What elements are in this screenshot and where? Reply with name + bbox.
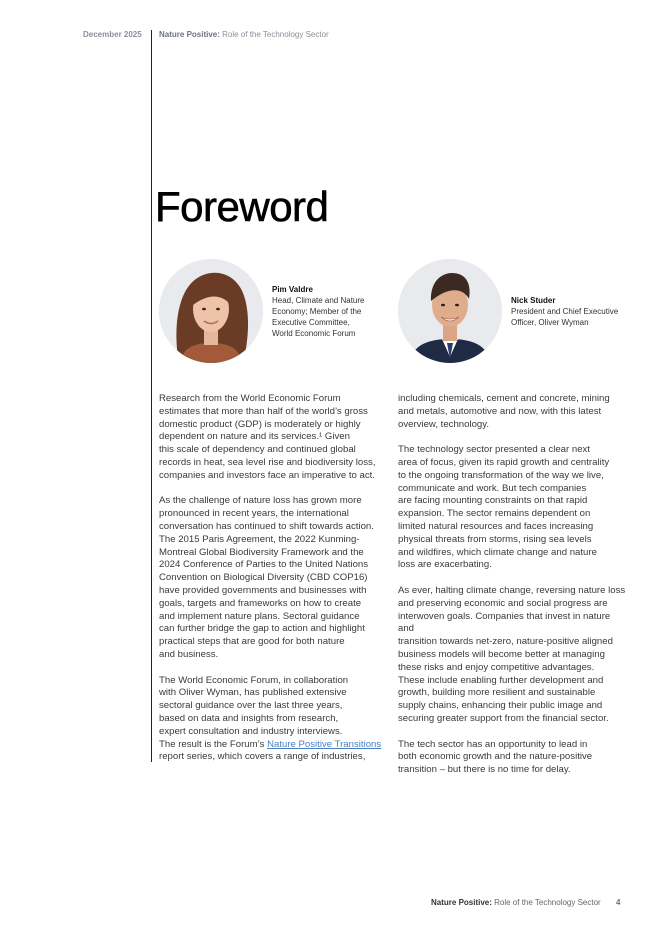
text-line: growth, building more resilient and sustainable — [398, 687, 596, 699]
nature-positive-transitions-link[interactable]: Nature Positive Transitions — [267, 738, 382, 750]
text-line: estimates that more than half of the world’s gross — [159, 405, 368, 417]
header-title-rest: Role of the Technology Sector — [219, 30, 329, 39]
text-line: both economic growth and the nature-positive — [398, 751, 593, 763]
paragraph — [159, 495, 387, 661]
text-line: have provided governments and businesses with — [159, 584, 367, 596]
text-line: As the challenge of nature loss has grown more — [159, 495, 362, 507]
text-line: 2024 Conference of Parties to the United Nations — [159, 559, 369, 571]
text-line: The tech sector has an opportunity to lead in — [398, 738, 588, 750]
footer-title-bold: Nature Positive: — [431, 898, 492, 907]
text-line: securing greater support from the financial sector. — [398, 712, 609, 724]
text-line: conversation has continued to shift towards action. — [159, 520, 374, 532]
person-role-line: World Economic Forum — [272, 329, 356, 338]
text-line: area of focus, given its rapid growth and centrality — [398, 456, 610, 468]
text-line: and implement nature plans. Sectoral guidance — [159, 610, 360, 622]
text-line: The 2015 Paris Agreement, the 2022 Kunming- — [159, 533, 360, 545]
bio-pim-valdre — [272, 284, 376, 339]
text-line: and preserving economic and social progress are — [398, 597, 608, 609]
text-line: transition – but there is no time for delay. — [398, 764, 571, 776]
person-role-line: Head, Climate and Nature — [272, 296, 365, 305]
text-line: expansion. The sector remains dependent on — [398, 508, 591, 520]
text-line: expert consultation and industry interviews. — [159, 725, 343, 737]
text-line: can further bridge the gap to action and highlight — [159, 623, 365, 635]
text-line: supply chains, enhancing their public image and — [398, 700, 603, 712]
portrait-nick-studer — [398, 259, 502, 363]
text-line: Montreal Global Biodiversity Framework and the — [159, 546, 364, 558]
text-line: and wildfires, which climate change and nature — [398, 546, 597, 558]
header-title-bold: Nature Positive: — [159, 30, 220, 39]
portrait-man-image — [398, 259, 502, 363]
text-line: overview, technology. — [398, 418, 490, 430]
text-line: these risks and enjoy competitive advantages. — [398, 661, 595, 673]
person-role-line: Economy; Member of the — [272, 307, 362, 316]
text-line: this scale of dependency and continued global — [159, 444, 356, 456]
text-line: domestic product (GDP) is moderately or highly — [159, 418, 361, 430]
paragraph — [398, 739, 626, 777]
bio-nick-studer — [511, 295, 629, 328]
text-line: and metals, automotive and now, with this latest — [398, 405, 602, 417]
person-role-line: Executive Committee, — [272, 318, 350, 327]
text-line: and business. — [159, 648, 219, 660]
text-line: The World Economic Forum, in collaboration — [159, 674, 349, 686]
body-column-right — [398, 393, 626, 790]
text-line: physical threats from storms, rising sea levels — [398, 533, 592, 545]
text-line: limited natural resources and faces increasing — [398, 520, 594, 532]
text-line: pronounced in recent years, the international — [159, 508, 349, 520]
text-line: to the ongoing transformation of the way we live, — [398, 469, 604, 481]
text-line: sectoral guidance over the last three years, — [159, 700, 343, 712]
body-column-left — [159, 393, 387, 777]
paragraph — [398, 444, 626, 572]
text-line: interwoven goals. Companies that invest in nature and — [398, 610, 611, 635]
person-role-line: Officer, Oliver Wyman — [511, 318, 589, 327]
text-line: business models will become better at managing — [398, 648, 605, 660]
text-line: based on data and insights from research, — [159, 712, 339, 724]
footer-title — [431, 898, 601, 907]
person-name: Nick Studer — [511, 296, 556, 305]
text-line: goals, targets and frameworks on how to create — [159, 597, 362, 609]
text-line: The result is the Forum’s — [159, 738, 268, 750]
text-line: Convention on Biological Diversity (CBD COP16) — [159, 572, 368, 584]
portrait-woman-image — [159, 259, 263, 363]
person-role-line: President and Chief Executive — [511, 307, 619, 316]
text-line: records in heat, sea level rise and biodiversity loss, — [159, 456, 376, 468]
page-number: 4 — [616, 898, 621, 907]
text-line: are facing mounting constraints on that rapid — [398, 495, 588, 507]
paragraph — [159, 675, 387, 765]
text-line: loss are exacerbating. — [398, 559, 492, 571]
page-header — [0, 30, 662, 42]
text-line: These include enabling further development and — [398, 674, 604, 686]
text-line: with Oliver Wyman, has published extensive — [159, 687, 347, 699]
paragraph — [159, 393, 387, 483]
page-title: Foreword — [155, 183, 329, 230]
text-line: communicate and work. But tech companies — [398, 482, 587, 494]
footer-title-rest: Role of the Technology Sector — [491, 898, 601, 907]
text-line: report series, which covers a range of industries, — [159, 751, 366, 763]
text-line: transition towards net-zero, nature-positive aligned — [398, 636, 613, 648]
text-line: The technology sector presented a clear next — [398, 444, 590, 456]
text-line: Research from the World Economic Forum — [159, 393, 341, 404]
text-line: companies and investors face an imperative to act. — [159, 469, 375, 481]
header-date: December 2025 — [83, 30, 142, 39]
header-title — [159, 30, 329, 39]
text-line: including chemicals, cement and concrete, mining — [398, 393, 610, 404]
text-line: As ever, halting climate change, reversing nature loss — [398, 584, 626, 596]
paragraph — [398, 393, 626, 431]
margin-rule — [151, 30, 152, 762]
portrait-pim-valdre — [159, 259, 263, 363]
paragraph — [398, 585, 626, 726]
person-name: Pim Valdre — [272, 285, 313, 294]
text-line: dependent on nature and its services.¹ Given — [159, 431, 350, 443]
text-line: practical steps that are good for both nature — [159, 636, 345, 648]
